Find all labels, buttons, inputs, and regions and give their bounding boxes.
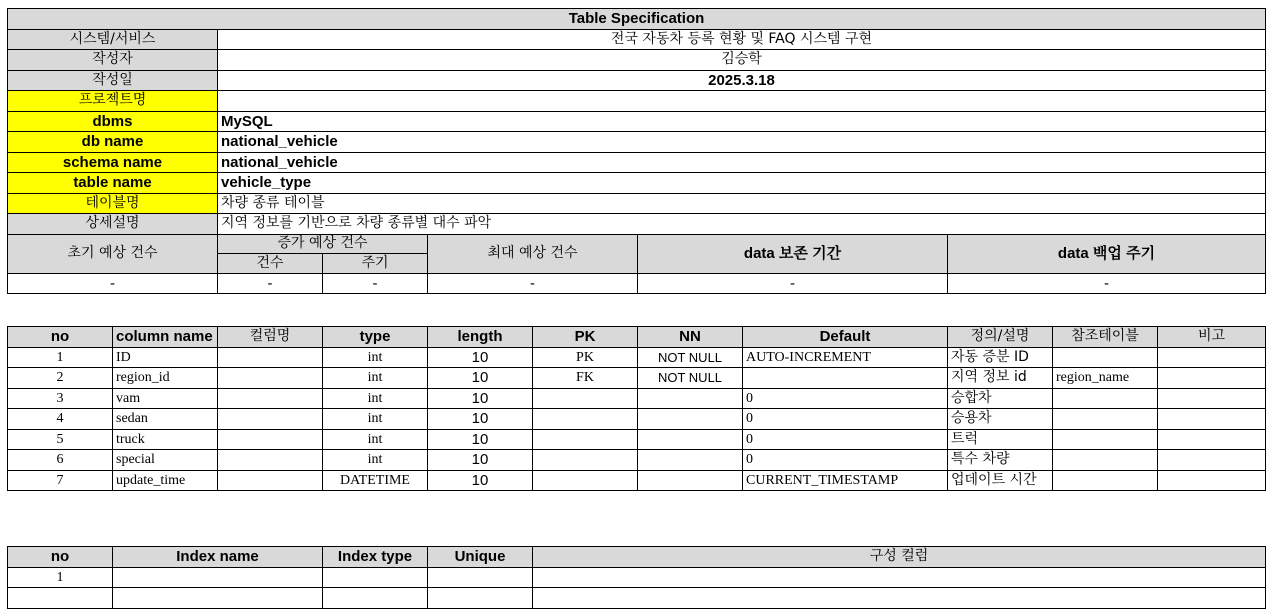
cell-kname[interactable] bbox=[218, 368, 323, 389]
spreadsheet bbox=[7, 8, 1266, 585]
cell-note[interactable] bbox=[1158, 347, 1266, 368]
col-header-name: column name bbox=[113, 327, 218, 348]
cell-name[interactable]: truck bbox=[113, 429, 218, 450]
cell-ref[interactable] bbox=[1053, 409, 1158, 430]
cell-nn[interactable] bbox=[638, 450, 743, 471]
col-header-no: no bbox=[8, 327, 113, 348]
idx-cell-name[interactable] bbox=[113, 588, 323, 609]
idx-header-unique: Unique bbox=[428, 547, 533, 568]
cell-nn[interactable] bbox=[638, 429, 743, 450]
col-header-kname: 컬럼명 bbox=[218, 327, 323, 348]
cell-no[interactable]: 6 bbox=[8, 450, 113, 471]
cell-name[interactable]: region_id bbox=[113, 368, 218, 389]
cell-type[interactable]: int bbox=[323, 450, 428, 471]
cell-no[interactable]: 1 bbox=[8, 347, 113, 368]
cell-name[interactable]: update_time bbox=[113, 470, 218, 491]
cell-pk[interactable] bbox=[533, 450, 638, 471]
cell-def[interactable]: 0 bbox=[743, 429, 948, 450]
author-label: 작성자 bbox=[8, 50, 218, 71]
table-row bbox=[8, 368, 1266, 389]
col-header-pk: PK bbox=[533, 327, 638, 348]
spec-title: Table Specification bbox=[8, 9, 1266, 30]
tablename-label: table name bbox=[8, 173, 218, 194]
cell-length[interactable]: 10 bbox=[428, 388, 533, 409]
cell-kname[interactable] bbox=[218, 409, 323, 430]
system-value[interactable]: 전국 자동차 등록 현황 및 FAQ 시스템 구현 bbox=[218, 29, 1266, 50]
idx-cell-unique[interactable] bbox=[428, 588, 533, 609]
idx-cell-unique[interactable] bbox=[428, 567, 533, 588]
cell-nn[interactable] bbox=[638, 470, 743, 491]
idx-cell-no[interactable] bbox=[8, 588, 113, 609]
table-row bbox=[8, 429, 1266, 450]
cell-pk[interactable]: PK bbox=[533, 347, 638, 368]
index-row bbox=[8, 567, 1266, 588]
cell-kname[interactable] bbox=[218, 470, 323, 491]
cell-length[interactable]: 10 bbox=[428, 429, 533, 450]
period-value[interactable]: - bbox=[323, 273, 428, 294]
cell-desc[interactable]: 승용차 bbox=[948, 409, 1053, 430]
col-header-default: Default bbox=[743, 327, 948, 348]
detail-label: 상세설명 bbox=[8, 214, 218, 235]
cell-desc[interactable]: 트럭 bbox=[948, 429, 1053, 450]
col-header-desc: 정의/설명 bbox=[948, 327, 1053, 348]
cell-def[interactable]: 0 bbox=[743, 409, 948, 430]
table-row bbox=[8, 409, 1266, 430]
cell-no[interactable]: 4 bbox=[8, 409, 113, 430]
idx-cell-no[interactable]: 1 bbox=[8, 567, 113, 588]
col-header-note: 비고 bbox=[1158, 327, 1266, 348]
cell-note[interactable] bbox=[1158, 429, 1266, 450]
cell-type[interactable]: int bbox=[323, 388, 428, 409]
project-label: 프로젝트명 bbox=[8, 91, 218, 112]
increase-estimate-label: 증가 예상 건수 bbox=[218, 234, 428, 254]
idx-cell-name[interactable] bbox=[113, 567, 323, 588]
project-value[interactable] bbox=[218, 91, 1266, 112]
cell-note[interactable] bbox=[1158, 450, 1266, 471]
table-kname-value[interactable]: 차량 종류 테이블 bbox=[218, 193, 1266, 214]
table-kname-label: 테이블명 bbox=[8, 193, 218, 214]
idx-header-cols: 구성 컬럼 bbox=[533, 547, 1266, 568]
cell-name[interactable]: sedan bbox=[113, 409, 218, 430]
table-row bbox=[8, 470, 1266, 491]
cell-length[interactable]: 10 bbox=[428, 368, 533, 389]
cell-note[interactable] bbox=[1158, 409, 1266, 430]
cell-nn[interactable]: NOT NULL bbox=[638, 347, 743, 368]
retention-value[interactable]: - bbox=[638, 273, 948, 294]
cell-no[interactable]: 7 bbox=[8, 470, 113, 491]
tablename-value[interactable]: vehicle_type bbox=[218, 173, 1266, 194]
dbms-value[interactable]: MySQL bbox=[218, 111, 1266, 132]
cell-def[interactable]: 0 bbox=[743, 388, 948, 409]
cell-nn[interactable]: NOT NULL bbox=[638, 368, 743, 389]
cell-kname[interactable] bbox=[218, 388, 323, 409]
cell-name[interactable]: vam bbox=[113, 388, 218, 409]
cell-kname[interactable] bbox=[218, 347, 323, 368]
backup-label: data 백업 주기 bbox=[948, 234, 1266, 273]
cell-def[interactable]: 0 bbox=[743, 450, 948, 471]
col-header-length: length bbox=[428, 327, 533, 348]
cell-length[interactable]: 10 bbox=[428, 409, 533, 430]
date-value[interactable]: 2025.3.18 bbox=[218, 70, 1266, 91]
spec-table bbox=[7, 8, 1266, 294]
cell-desc[interactable]: 지역 정보 id bbox=[948, 368, 1053, 389]
idx-header-no: no bbox=[8, 547, 113, 568]
initial-estimate-value[interactable]: - bbox=[8, 273, 218, 294]
cell-def[interactable]: CURRENT_TIMESTAMP bbox=[743, 470, 948, 491]
max-estimate-label: 최대 예상 건수 bbox=[428, 234, 638, 273]
cell-pk[interactable] bbox=[533, 388, 638, 409]
col-header-type: type bbox=[323, 327, 428, 348]
retention-label: data 보존 기간 bbox=[638, 234, 948, 273]
cell-type[interactable]: int bbox=[323, 368, 428, 389]
column-table bbox=[7, 326, 1266, 491]
cell-ref[interactable]: region_name bbox=[1053, 368, 1158, 389]
idx-cell-type[interactable] bbox=[323, 588, 428, 609]
idx-header-name: Index name bbox=[113, 547, 323, 568]
initial-estimate-label: 초기 예상 건수 bbox=[8, 234, 218, 273]
cell-desc[interactable]: 자동 증분 ID bbox=[948, 347, 1053, 368]
detail-value[interactable]: 지역 정보를 기반으로 차량 종류별 대수 파악 bbox=[218, 214, 1266, 235]
cell-pk[interactable] bbox=[533, 470, 638, 491]
idx-cell-cols[interactable] bbox=[533, 588, 1266, 609]
table-row bbox=[8, 388, 1266, 409]
cell-kname[interactable] bbox=[218, 429, 323, 450]
system-label: 시스템/서비스 bbox=[8, 29, 218, 50]
cell-type[interactable]: DATETIME bbox=[323, 470, 428, 491]
cell-nn[interactable] bbox=[638, 388, 743, 409]
count-value[interactable]: - bbox=[218, 273, 323, 294]
period-label: 주기 bbox=[323, 254, 428, 274]
author-value[interactable]: 김승학 bbox=[218, 50, 1266, 71]
cell-pk[interactable]: FK bbox=[533, 368, 638, 389]
cell-note[interactable] bbox=[1158, 470, 1266, 491]
idx-cell-cols[interactable] bbox=[533, 567, 1266, 588]
cell-def[interactable] bbox=[743, 368, 948, 389]
idx-cell-type[interactable] bbox=[323, 567, 428, 588]
max-estimate-value[interactable]: - bbox=[428, 273, 638, 294]
cell-type[interactable]: int bbox=[323, 347, 428, 368]
index-row bbox=[8, 588, 1266, 609]
cell-length[interactable]: 10 bbox=[428, 347, 533, 368]
cell-ref[interactable] bbox=[1053, 429, 1158, 450]
cell-ref[interactable] bbox=[1053, 470, 1158, 491]
cell-length[interactable]: 10 bbox=[428, 470, 533, 491]
cell-length[interactable]: 10 bbox=[428, 450, 533, 471]
col-header-ref: 참조테이블 bbox=[1053, 327, 1158, 348]
table-row bbox=[8, 450, 1266, 471]
cell-type[interactable]: int bbox=[323, 429, 428, 450]
cell-def[interactable]: AUTO-INCREMENT bbox=[743, 347, 948, 368]
dbname-value[interactable]: national_vehicle bbox=[218, 132, 1266, 153]
cell-ref[interactable] bbox=[1053, 388, 1158, 409]
schema-value[interactable]: national_vehicle bbox=[218, 152, 1266, 173]
cell-desc[interactable]: 특수 차량 bbox=[948, 450, 1053, 471]
col-header-nn: NN bbox=[638, 327, 743, 348]
cell-type[interactable]: int bbox=[323, 409, 428, 430]
cell-ref[interactable] bbox=[1053, 347, 1158, 368]
cell-desc[interactable]: 승합차 bbox=[948, 388, 1053, 409]
cell-note[interactable] bbox=[1158, 388, 1266, 409]
index-table bbox=[7, 546, 1266, 609]
cell-nn[interactable] bbox=[638, 409, 743, 430]
backup-value[interactable]: - bbox=[948, 273, 1266, 294]
cell-no[interactable]: 3 bbox=[8, 388, 113, 409]
cell-ref[interactable] bbox=[1053, 450, 1158, 471]
count-label: 건수 bbox=[218, 254, 323, 274]
dbname-label: db name bbox=[8, 132, 218, 153]
cell-pk[interactable] bbox=[533, 429, 638, 450]
cell-no[interactable]: 2 bbox=[8, 368, 113, 389]
cell-name[interactable]: ID bbox=[113, 347, 218, 368]
table-row bbox=[8, 347, 1266, 368]
cell-note[interactable] bbox=[1158, 368, 1266, 389]
date-label: 작성일 bbox=[8, 70, 218, 91]
cell-pk[interactable] bbox=[533, 409, 638, 430]
schema-label: schema name bbox=[8, 152, 218, 173]
cell-name[interactable]: special bbox=[113, 450, 218, 471]
cell-desc[interactable]: 업데이트 시간 bbox=[948, 470, 1053, 491]
cell-no[interactable]: 5 bbox=[8, 429, 113, 450]
cell-kname[interactable] bbox=[218, 450, 323, 471]
idx-header-type: Index type bbox=[323, 547, 428, 568]
dbms-label: dbms bbox=[8, 111, 218, 132]
